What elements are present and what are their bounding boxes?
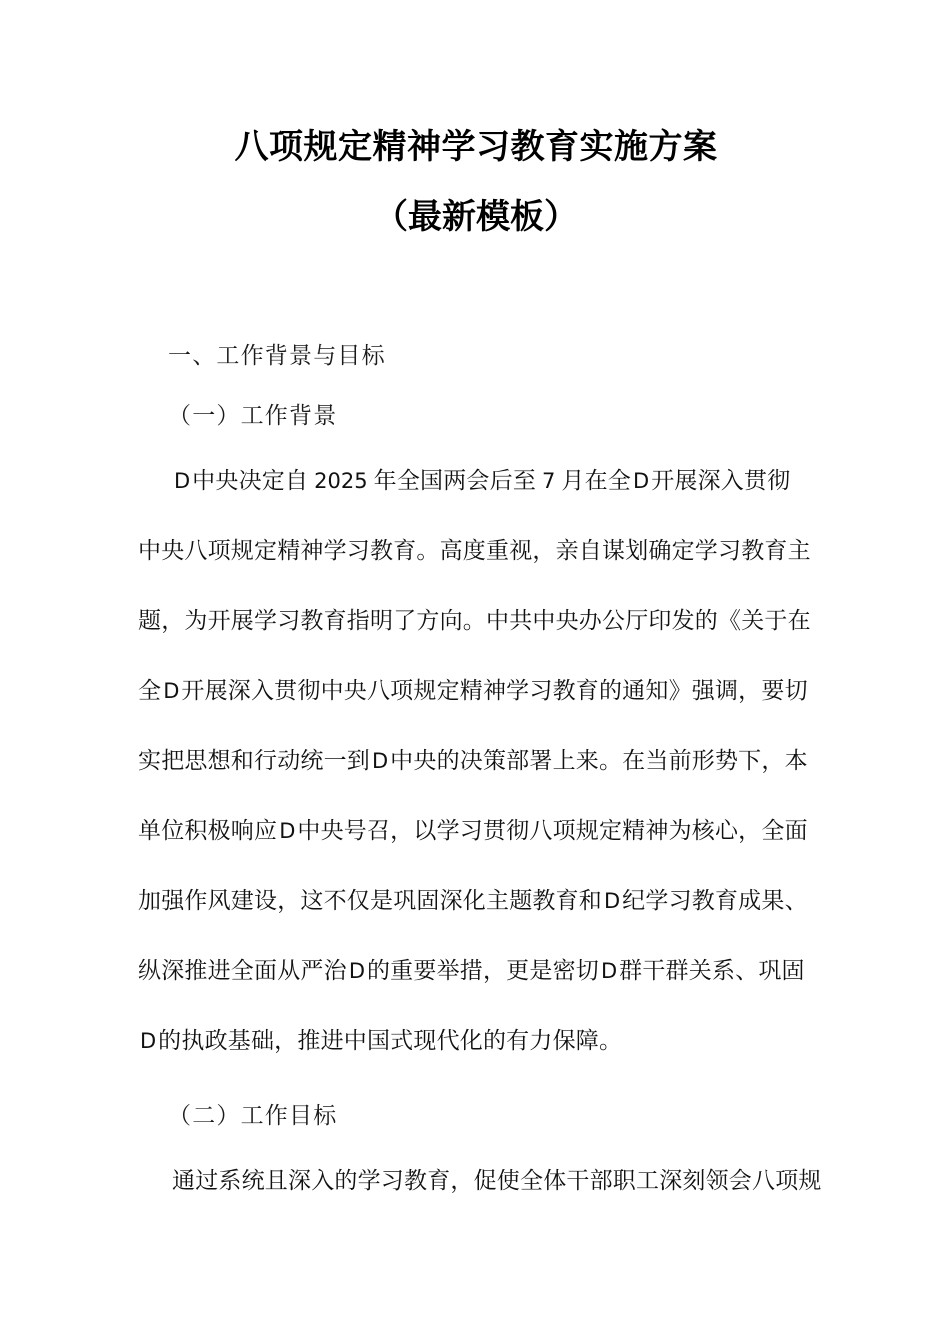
redacted-token: D — [372, 749, 389, 773]
paragraph-work-background — [138, 446, 814, 1076]
redacted-token: D — [600, 959, 618, 983]
paragraph-line: 单位积极响应D中央号召，以学习贯彻八项规定精神为核心，全面 — [138, 818, 808, 843]
document-body — [138, 0, 822, 1216]
paragraph-line: 全D开展深入贯彻中央八项规定精神学习教育的通知》强调，要切 — [138, 678, 808, 703]
redacted-token: D — [140, 1029, 157, 1053]
month-value: 7 — [542, 469, 556, 493]
year-value: 2025 — [314, 469, 368, 493]
paragraph-line: 纵深推进全面从严治D的重要举措，更是密切D群干群关系、巩固 — [138, 958, 805, 983]
subsection-heading-1-2: （二）工作目标 — [168, 1103, 338, 1128]
redacted-token: D — [604, 889, 621, 913]
document-title-subtitle: （最新模板） — [374, 197, 578, 237]
section-heading-1: 一、工作背景与目标 — [168, 343, 386, 368]
paragraph-line: 实把思想和行动统一到D中央的决策部署上来。在当前形势下，本 — [138, 748, 808, 773]
paragraph-line: 加强作风建设，这不仅是巩固深化主题教育和D纪学习教育成果、 — [138, 888, 808, 913]
document-title-block — [138, 112, 814, 252]
redacted-token: D — [279, 819, 296, 843]
paragraph-work-objectives — [138, 1146, 822, 1216]
redacted-token: D — [163, 679, 180, 703]
paragraph-line: D的执政基础，推进中国式现代化的有力保障。 — [140, 1028, 623, 1053]
subsection-heading-1-1: （一）工作背景 — [168, 403, 338, 428]
paragraph-line: 通过系统且深入的学习教育，促使全体干部职工深刻领会八项规 — [172, 1168, 822, 1193]
paragraph-line: 中央八项规定精神学习教育。高度重视，亲自谋划确定学习教育主 — [138, 538, 811, 563]
paragraph-line: 题，为开展学习教育指明了方向。中共中央办公厅印发的《关于在 — [138, 608, 811, 633]
redacted-token: D — [174, 469, 191, 493]
paragraph-line: D中央决定自 2025 年全国两会后至 7 月在全D开展深入贯彻 — [174, 468, 791, 493]
document-title-main: 八项规定精神学习教育实施方案 — [234, 127, 718, 167]
redacted-token: D — [348, 959, 365, 983]
redacted-token: D — [633, 469, 650, 493]
